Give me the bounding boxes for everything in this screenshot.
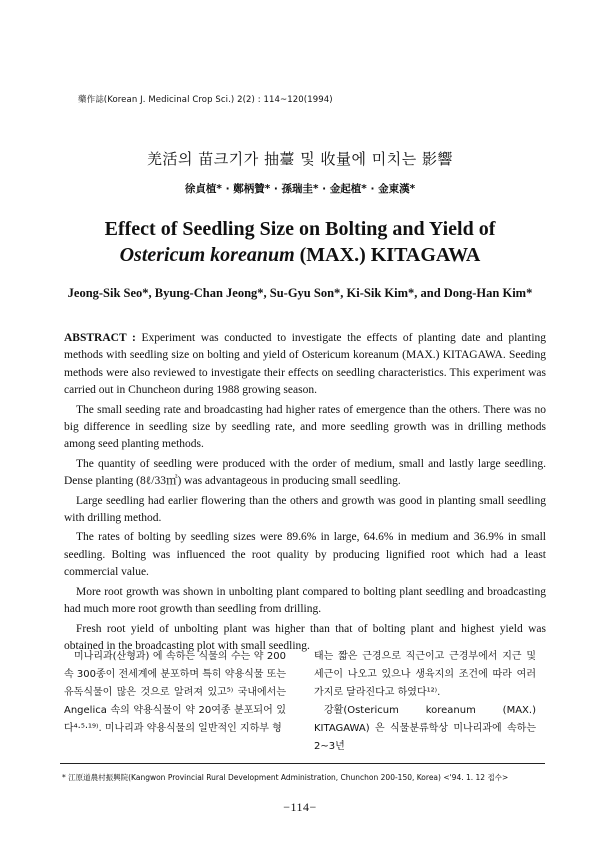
title-english-line2 [0,244,600,267]
species-name: Ostericum koreanum [119,244,295,266]
abstract-paragraph-3: The quantity of seedling were produced with the order of medium, small and lastly large seedling. Dense planting (8ℓ/33㎡) was advantageous in producing small seedling. [64,457,546,488]
body-right-paragraph-1: 태는 짧은 근경으로 직근이고 근경부에서 지근 및 세근이 나오고 있으나 생육지의 조건에 따라 여러 가지로 달라진다고 하였다¹²⁾. [314,651,536,698]
title-korean: 羌活의 苗크기가 抽薹 및 收量에 미치는 影響 [146,150,454,168]
body-column-right [314,648,536,756]
abstract-paragraph-4: Large seedling had earlier flowering than the others and growth was good in planting small seedling with drilling method. [64,494,546,525]
abstract-paragraph-2: The small seeding rate and broadcasting had higher rates of emergence than the others. There was no big difference in seedling size by seedling rate, and more seedling growth was in drilling methods among seed planting methods. [64,403,546,451]
body-right-paragraph-2: 강활(Ostericum koreanum (MAX.) KITAGAWA) 은 식물분류학상 미나리과에 속하는 2~3년 [314,705,536,752]
title-english-line1: Effect of Seedling Size on Bolting and Yield of [104,218,496,240]
abstract [64,330,546,657]
abstract-text-1: Experiment was conducted to investigate the effects of planting date and planting methods with seedling size on bolting and yield of Ostericum koreanum (MAX.) KITAGAWA. Seeding methods were also reviewed to investigate their effects on seedling characteristics. This experiment was carried out in Chuncheon during 1988 growing season. [64,332,547,397]
journal-citation: 藥作誌(Korean J. Medicinal Crop Sci.) 2(2) : 114~120(1994) [78,95,333,105]
abstract-paragraph-1 [64,330,546,400]
authors-korean: 徐貞植* · 鄭柄贊* · 孫瑞圭* · 金起植* · 金東漢* [184,183,416,195]
page-number: −114− [283,800,317,814]
footnote: * 江原道農村振興院(Kangwon Provincial Rural Development Administration, Chunchon 200-150, Korea) <'94. 1. 12 접수> [62,773,509,782]
species-authority: (MAX.) KITAGAWA [299,244,481,266]
abstract-label: ABSTRACT : [64,332,136,344]
authors-english: Jeong-Sik Seo*, Byung-Chan Jeong*, Su-Gyu Son*, Ki-Sik Kim*, and Dong-Han Kim* [67,286,533,300]
abstract-paragraph-7: Fresh root yield of unbolting plant was higher than that of bolting plant and highest yield was obtained in the broadcasting plot with small seedling. [64,622,546,652]
body-left-paragraph: 미나리과(산형과) 에 속하는 식물의 수는 약 200속 300종이 전세계에 분포하며 특히 약용식물 또는 유독식물이 많은 것으로 알려져 있고⁵⁾ 국내에서는 Angelica 속의 약용식물이 약 20여종 분포되어 있다⁴·⁵·¹⁹⁾. 미나리과 약용식물의 일반적인 지하부 형 [64,651,286,734]
footnote-divider [60,763,545,764]
abstract-paragraph-6: More root growth was shown in unbolting plant compared to bolting plant seedling and broadcasting had much more root growth than seedling from drilling. [64,585,546,616]
body-column-left [64,648,286,738]
abstract-paragraph-5: The rates of bolting by seedling sizes were 89.6% in large, 64.6% in medium and 36.9% in small seedling. Bolting was influenced the root quality by producing lignified root which had a least commercial value. [64,531,546,579]
